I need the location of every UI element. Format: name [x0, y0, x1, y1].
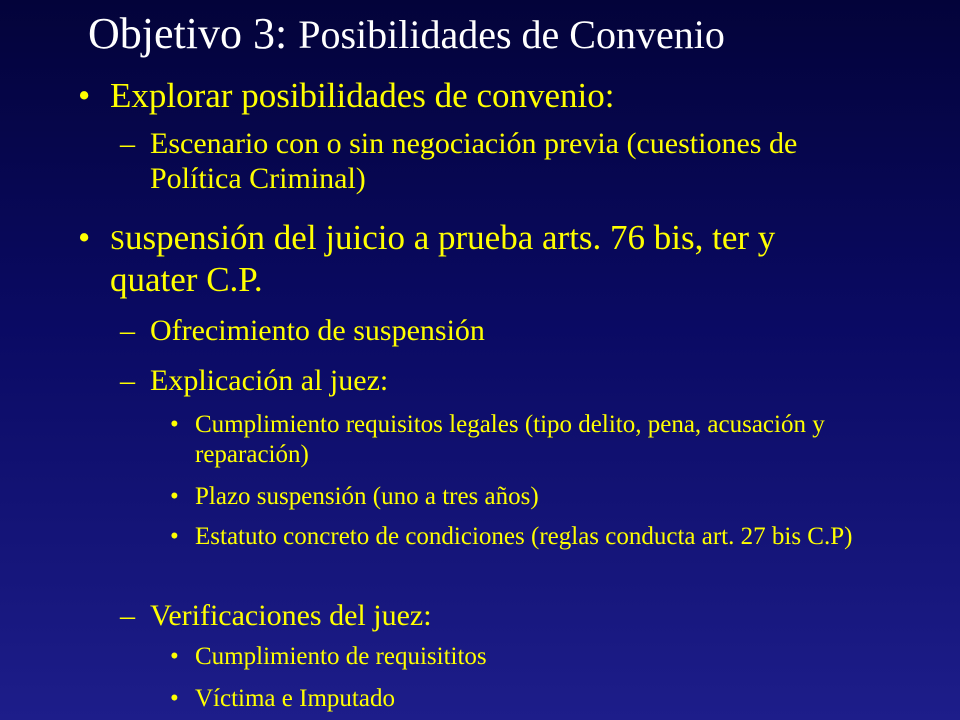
nested-bullet-conditions-statute	[170, 522, 860, 552]
bullet-text: Explicación al juez:	[150, 364, 389, 397]
bullet-text	[110, 218, 858, 300]
slide-title-part-2: Posibilidades de Convenio	[298, 12, 725, 57]
nested-bullet-victim-accused	[170, 684, 860, 714]
round-bullet-icon: •	[78, 218, 91, 257]
round-bullet-icon: •	[170, 483, 179, 510]
bullet-row	[120, 598, 860, 633]
bullet-row	[120, 126, 860, 196]
bullet-text: Verificaciones del juez:	[150, 599, 432, 632]
bullet-text: Plazo suspensión (uno a tres años)	[195, 483, 539, 510]
bullet-text: Estatuto concreto de condiciones (reglas conducta art. 27 bis C.P)	[195, 523, 853, 550]
bullet-text: Escenario con o sin negociación previa (cuestiones de Política Criminal)	[150, 127, 798, 195]
bullet-row	[170, 642, 860, 672]
round-bullet-icon: •	[170, 685, 179, 712]
bullet-row	[170, 410, 860, 470]
slide-title	[88, 4, 908, 65]
nested-bullet-requirements-check	[170, 642, 860, 672]
bullet-row	[78, 218, 858, 300]
main-bullet-trial-suspension	[78, 218, 858, 300]
round-bullet-icon: •	[170, 411, 179, 438]
sub-bullet-judge-verifications	[120, 598, 860, 633]
dash-bullet-icon: –	[120, 314, 135, 347]
bullet-row	[120, 363, 860, 398]
bullet-text: Ofrecimiento de suspensión	[150, 314, 485, 347]
dash-bullet-icon: –	[120, 599, 135, 632]
round-bullet-icon: •	[170, 643, 179, 670]
dash-bullet-icon: –	[120, 364, 135, 397]
bullet-text: Víctima e Imputado	[195, 685, 395, 712]
bullet-row	[170, 522, 860, 552]
bullet-text: Explorar posibilidades de convenio:	[110, 76, 615, 115]
nested-bullet-legal-requirements	[170, 410, 860, 470]
round-bullet-icon: •	[78, 76, 91, 115]
bullet-row	[170, 482, 860, 512]
bullet-leading-letter: S	[110, 225, 126, 255]
bullet-row	[120, 313, 860, 348]
main-bullet-explore-options	[78, 76, 858, 116]
sub-bullet-negotiation-scenario	[120, 126, 860, 196]
sub-bullet-offer-suspension	[120, 313, 860, 348]
bullet-row	[78, 76, 858, 116]
sub-bullet-judge-explanation	[120, 363, 860, 398]
slide-title-part-1: Objetivo 3:	[88, 9, 299, 58]
dash-bullet-icon: –	[120, 127, 135, 160]
bullet-text: Cumplimiento requisitos legales (tipo delito, pena, acusación y reparación)	[195, 411, 825, 468]
round-bullet-icon: •	[170, 523, 179, 550]
bullet-text: Cumplimiento de requisititos	[195, 643, 487, 670]
nested-bullet-suspension-period	[170, 482, 860, 512]
bullet-row	[170, 684, 860, 714]
bullet-main-text: uspensión del juicio a prueba arts. 76 bis, ter y quater C.P.	[110, 218, 776, 299]
